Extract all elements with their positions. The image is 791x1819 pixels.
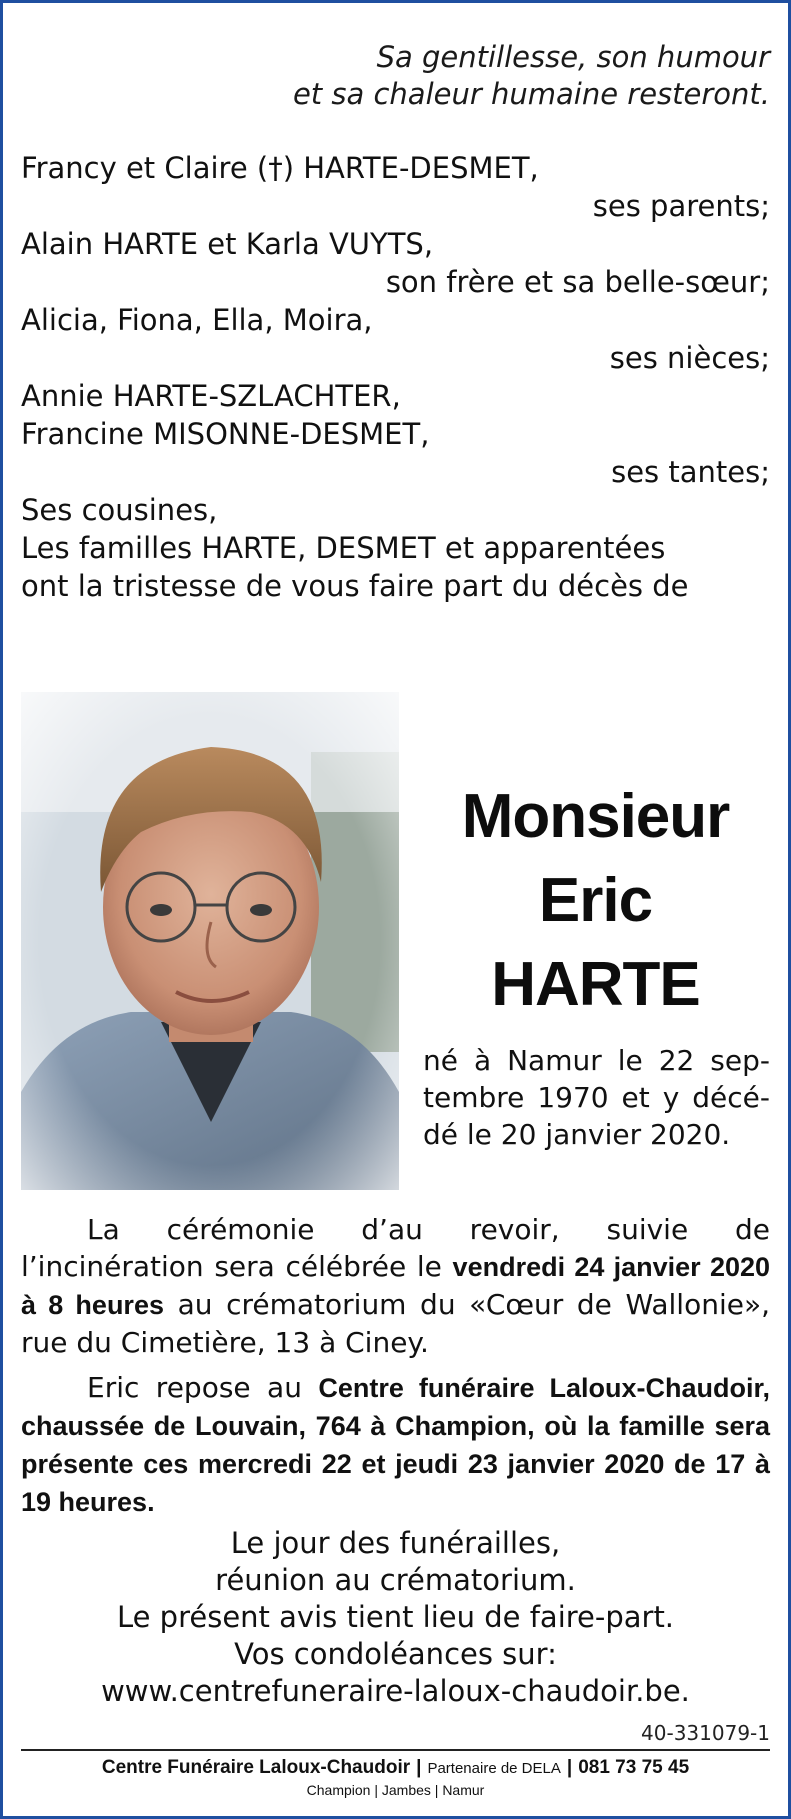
company-name: Centre Funéraire Laloux-Chaudoir — [101, 1757, 411, 1778]
family-member: Les familles HARTE, DESMET et apparentées — [21, 531, 666, 565]
footer-line — [21, 1756, 770, 1781]
ceremony-text: La cérémonie d’au revoir, suivie de l’incinération sera célébrée le — [21, 1213, 770, 1283]
quote-line: Sa gentillesse, son humour — [376, 40, 770, 74]
family-member: Ses cousines, — [21, 493, 218, 527]
separator: | — [416, 1757, 422, 1778]
visitation-text: Eric repose au — [87, 1371, 319, 1404]
family-member: Alicia, Fiona, Ella, Moira, — [21, 303, 373, 337]
portrait-photo — [21, 692, 399, 1190]
family-member: ont la tristesse de vous faire part du décès de — [21, 569, 689, 603]
opening-quote — [293, 39, 770, 113]
visitation-paragraph — [21, 1369, 770, 1521]
relation-label: son frère et sa belle-sœur; — [385, 265, 770, 299]
ceremony-place: au crématorium du «Cœur de Wallonie», rue du Cimetière, 13 à Ciney. — [21, 1288, 770, 1359]
family-member: Annie HARTE-SZLACHTER, — [21, 379, 401, 413]
ceremony-paragraph — [21, 1211, 770, 1361]
birth-line: né à Namur le 22 sep- — [423, 1044, 770, 1077]
separator: | — [566, 1757, 573, 1778]
ceremony-date: vendredi 24 janvier 2020 à 8 heures — [21, 1252, 771, 1320]
relation-label: ses nièces; — [609, 341, 770, 375]
family-member: Francy et Claire (†) HARTE-DESMET, — [21, 151, 539, 185]
portrait-image — [21, 692, 399, 1190]
family-list — [21, 149, 770, 605]
deceased-name — [421, 775, 770, 1027]
funeral-home-footer — [21, 1756, 770, 1799]
footer-divider — [21, 1749, 770, 1751]
notice-content — [21, 3, 770, 1816]
relation-label: ses parents; — [592, 189, 770, 223]
closing-line: Vos condoléances sur: — [234, 1637, 557, 1671]
locations: Champion | Jambes | Namur — [306, 1782, 485, 1798]
relation-label: ses tantes; — [611, 455, 770, 489]
reference-number: 40-331079-1 — [641, 1721, 770, 1745]
name-last: HARTE — [491, 950, 700, 1019]
closing-line: Le présent avis tient lieu de faire-part. — [116, 1600, 675, 1634]
quote-line: et sa chaleur humaine resteront. — [292, 77, 770, 111]
name-first: Eric — [538, 866, 653, 935]
name-title: Monsieur — [461, 782, 730, 851]
closing-lines — [21, 1525, 770, 1710]
condolence-website[interactable]: www.centrefuneraire-laloux-chaudoir.be. — [101, 1674, 690, 1708]
visitation-details: Centre funéraire Laloux-Chaudoir, chaussée de Louvain, 764 à Champion, où la famille sera présente ces mercredi 22 et jeudi 23 janvier 2020 de 17 à 19 heures. — [21, 1373, 771, 1517]
partner-text: Partenaire de DELA — [427, 1760, 561, 1777]
family-member: Francine MISONNE-DESMET, — [21, 417, 430, 451]
birth-death-info — [423, 1042, 770, 1153]
birth-line: tembre 1970 et y décé- — [423, 1081, 770, 1114]
phone-number[interactable]: 081 73 75 45 — [578, 1757, 690, 1778]
birth-line: dé le 20 janvier 2020. — [423, 1118, 731, 1151]
closing-line: réunion au crématorium. — [215, 1563, 576, 1597]
closing-line: Le jour des funérailles, — [230, 1526, 561, 1560]
family-member: Alain HARTE et Karla VUYTS, — [21, 227, 434, 261]
